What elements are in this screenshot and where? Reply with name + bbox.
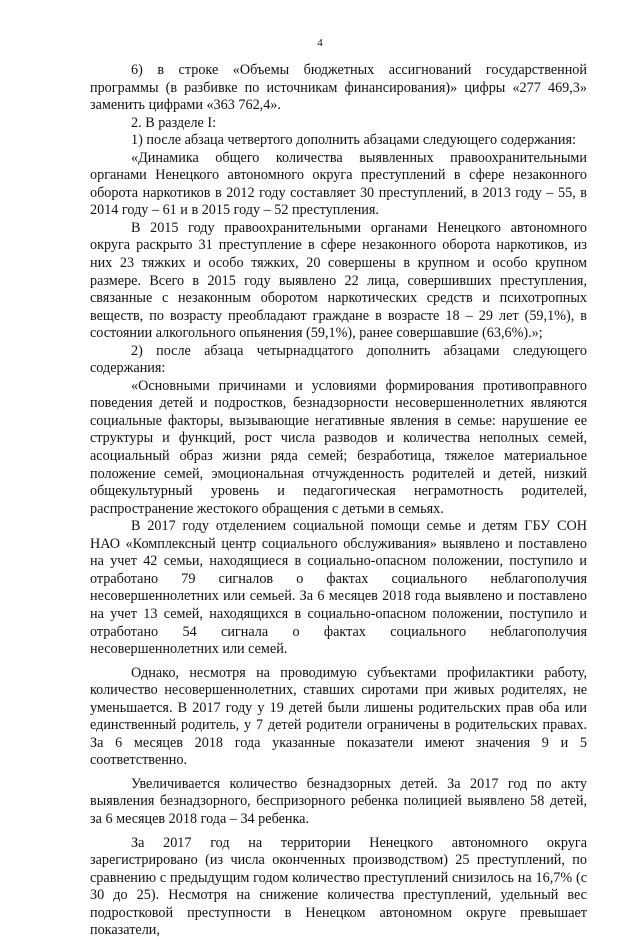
- paragraph-crimes-2017: За 2017 год на территории Ненецкого автономного округа зарегистрировано (из числа оконченных производством) 25 преступлений, по сравнению с предыдущим годом количество преступлений снизилось на 16,7% (с 30 до 25). Несмотря на снижение количества преступлений, удельный вес подростковой преступности в Ненецком автономном округе превышает показатели,: [90, 834, 587, 939]
- paragraph-section-heading: 2. В разделе I:: [131, 114, 217, 131]
- paragraph-causes: «Основными причинами и условиями формирования противоправного поведения детей и подростков, безнадзорности несовершеннолетних являются социальные факторы, вызывающие негативные явления в семье: нарушение ее структуры и функций, рост числа разводов и количества неполных семей, асоциальный образ жизни ряда семей; безработица, тяжелое материальное положение семей, эмоциональная отчужденность родителей и детей, низкий общекультурный уровень и педагогическая неграмотность родителей, распространение жестокого обращения с детьми в семьях.: [90, 377, 587, 517]
- paragraph-drug-crime-dynamics: «Динамика общего количества выявленных правоохранительными органами Ненецкого автономного округа преступлений в сфере незаконного оборота наркотиков в 2012 году составляет 30 преступлений, в 2013 году – 55, в 2014 году – 61 и в 2015 году – 52 преступления.: [90, 149, 587, 219]
- paragraph-item-1: 1) после абзаца четвертого дополнить абзацами следующего содержания:: [131, 132, 576, 149]
- document-body: [90, 62, 587, 940]
- paragraph-social-help-2017: В 2017 году отделением социальной помощи семье и детям ГБУ СОН НАО «Комплексный центр социального обслуживания» выявлено и поставлено на учет 42 семьи, находящиеся в социально-опасном положении, поступило и отработано 79 сигналов о фактах социального неблагополучия несовершеннолетних или семьей. За 6 месяцев 2018 года выявлено и поставлено на учет 13 семей, находящихся в социально-опасном положении, поступило и отработано 54 сигнала о фактах социального неблагополучия несовершеннолетних или семей.: [90, 518, 587, 658]
- paragraph-item-2: 2) после абзаца четырнадцатого дополнить абзацами следующего содержания:: [90, 342, 587, 377]
- paragraph-drug-crime-2015: В 2015 году правоохранительными органами Ненецкого автономного округа раскрыто 31 преступление в сфере незаконного оборота наркотиков, из них 23 тяжких и особо тяжких, 20 совершены в крупном и особо крупном размере. Всего в 2015 году выявлено 22 лица, совершивших преступления, связанные с незаконным оборотом наркотических средств и психотропных веществ, по возрасту преобладают граждане в возрасте 18 – 29 лет (59,1%), в состоянии алкогольного опьянения (59,1%), ранее совершавшие (63,6%).»;: [90, 219, 587, 342]
- paragraph-orphans: Однако, несмотря на проводимую субъектами профилактики работу, количество несовершеннолетних, ставших сиротами при живых родителях, не уменьшается. В 2017 году у 19 детей были лишены родительских прав оба или единственный родитель, у 7 детей родители ограничены в родительских правах. За 6 месяцев 2018 года указанные показатели имеют значения 9 и 5 соответственно.: [90, 664, 587, 769]
- paragraph-neglected-children: Увеличивается количество безнадзорных детей. За 2017 год по акту выявления безнадзорного, беспризорного ребенка полицией выявлено 58 детей, за 6 месяцев 2018 года – 34 ребенка.: [90, 775, 587, 827]
- paragraph-budget-amendment: 6) в строке «Объемы бюджетных ассигнований государственной программы (в разбивке по источникам финансирования)» цифры «277 469,3» заменить цифрами «363 762,4».: [90, 62, 587, 114]
- page-number: 4: [317, 37, 323, 49]
